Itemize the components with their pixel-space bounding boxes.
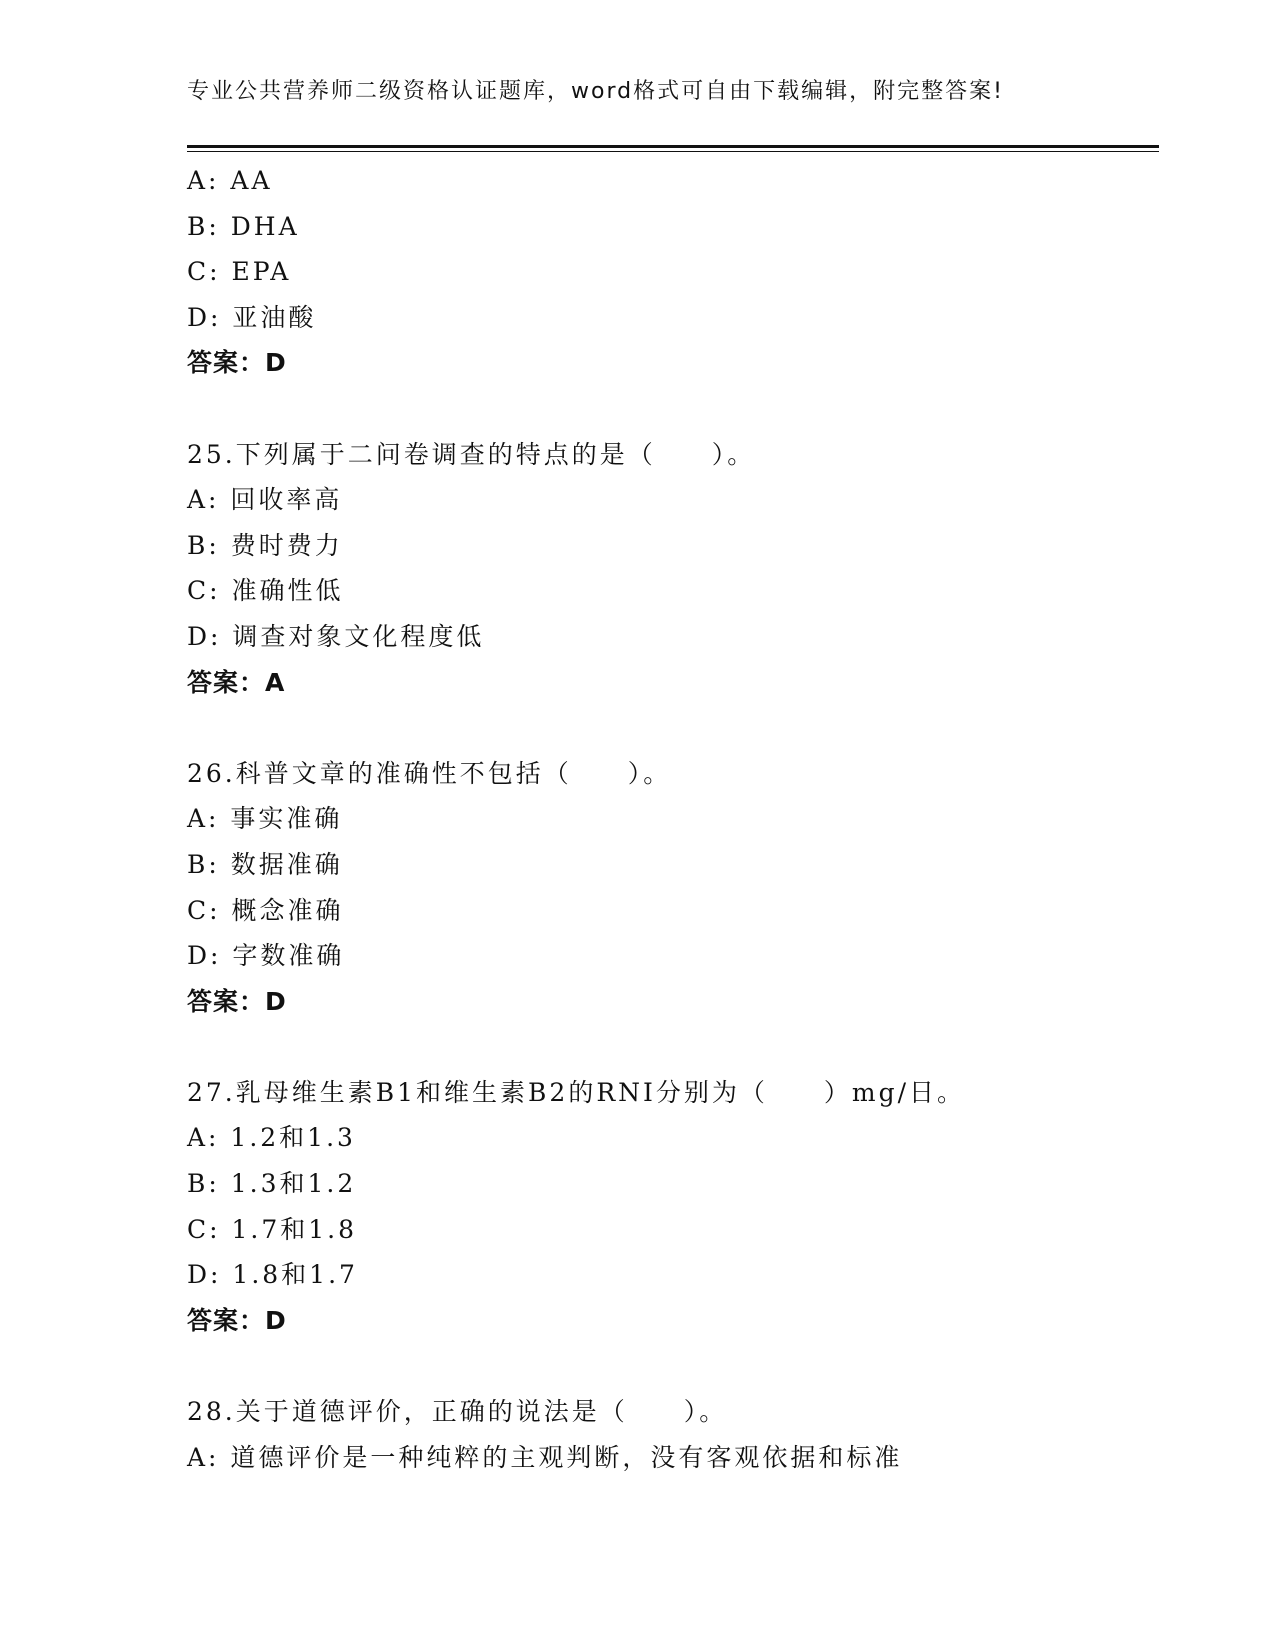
option-d: D: 调查对象文化程度低: [187, 621, 485, 651]
question-25: [187, 432, 1159, 706]
option-c: C: 准确性低: [187, 576, 344, 606]
spacer: [187, 1343, 1159, 1389]
header-rule-thin: [187, 151, 1159, 152]
spacer: [187, 386, 1159, 432]
option-d: D: 亚油酸: [187, 302, 317, 332]
option-b: B: 数据准确: [187, 849, 343, 879]
question-26: [187, 751, 1159, 1025]
answer-line: 答案：D: [187, 348, 287, 378]
option-a: A: 事实准确: [187, 804, 343, 834]
question-content: [187, 158, 1159, 1480]
option-b: B: DHA: [187, 211, 300, 241]
question-stem: 25.下列属于二问卷调查的特点的是（ ）。: [187, 439, 756, 469]
option-b: B: 费时费力: [187, 530, 343, 560]
option-a: A: AA: [187, 166, 273, 195]
question-28: [187, 1389, 1159, 1480]
option-c: C: EPA: [187, 257, 292, 287]
option-c: C: 1.7和1.8: [187, 1214, 358, 1244]
spacer: [187, 705, 1159, 751]
option-c: C: 概念准确: [187, 895, 344, 925]
question-27: [187, 1070, 1159, 1344]
prev-question-block: [187, 158, 1159, 386]
option-a: A: 1.2和1.3: [187, 1123, 356, 1153]
answer-line: 答案：A: [187, 667, 286, 697]
question-stem: 26.科普文章的准确性不包括（ ）。: [187, 758, 672, 788]
option-a: A: 回收率高: [187, 485, 343, 515]
option-a: A: 道德评价是一种纯粹的主观判断，没有客观依据和标准: [187, 1442, 903, 1472]
option-b: B: 1.3和1.2: [187, 1169, 357, 1199]
question-stem: 27.乳母维生素B1和维生素B2的RNI分别为（ ）mg/日。: [187, 1077, 966, 1107]
option-d: D: 1.8和1.7: [187, 1260, 358, 1290]
header-rule-thick: [187, 145, 1159, 148]
page-header: 专业公共营养师二级资格认证题库，word格式可自由下载编辑，附完整答案!: [187, 79, 1004, 104]
option-d: D: 字数准确: [187, 941, 345, 971]
answer-line: 答案：D: [187, 1305, 287, 1335]
answer-line: 答案：D: [187, 986, 287, 1016]
spacer: [187, 1024, 1159, 1070]
question-stem: 28.关于道德评价，正确的说法是（ ）。: [187, 1397, 728, 1427]
